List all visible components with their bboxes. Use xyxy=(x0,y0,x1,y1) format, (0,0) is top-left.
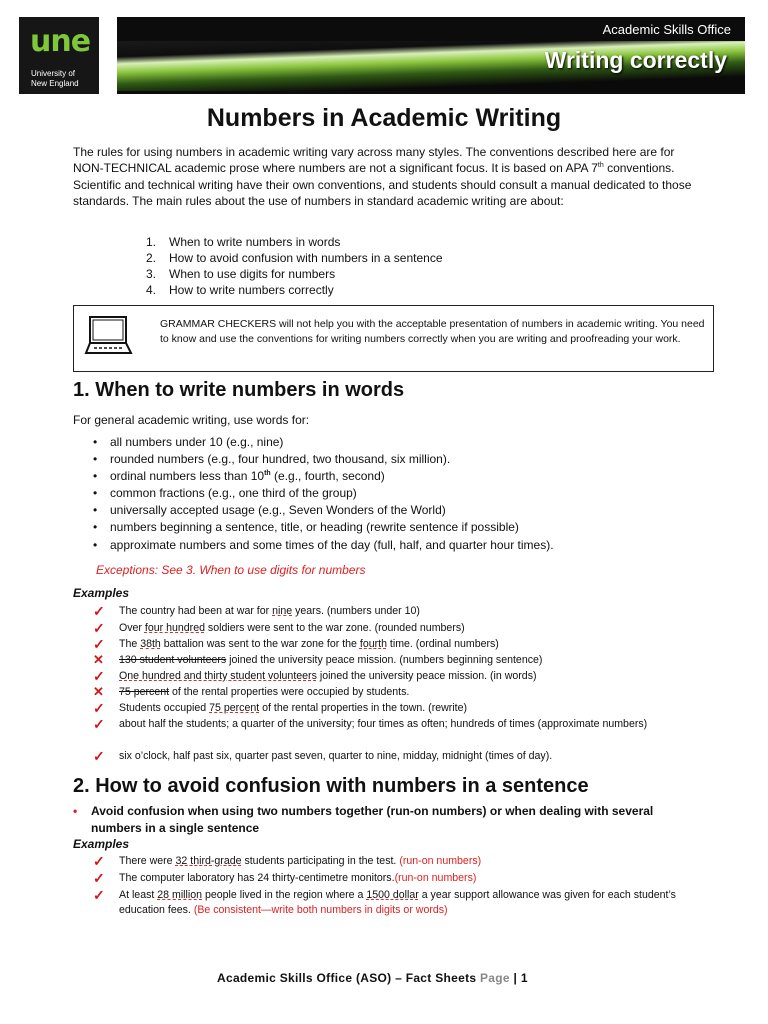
list-item: • universally accepted usage (e.g., Seven Wonders of the World) xyxy=(93,502,554,519)
logo-mark: une xyxy=(30,24,91,59)
list-item: • ordinal numbers less than 10th (e.g., fourth, second) xyxy=(93,468,554,485)
words-list xyxy=(93,434,554,554)
grammar-checker-note xyxy=(73,305,714,372)
bullet-icon: • xyxy=(93,435,98,449)
intro-paragraph xyxy=(73,144,703,209)
check-icon: ✓ xyxy=(93,636,105,652)
list-item: • rounded numbers (e.g., four hundred, two thousand, six million). xyxy=(93,451,554,468)
cross-icon: ✕ xyxy=(93,684,104,699)
bullet-icon: • xyxy=(73,804,78,818)
header-banner xyxy=(117,17,745,94)
section-1-heading: 1. When to write numbers in words xyxy=(73,379,405,401)
page-title: Numbers in Academic Writing xyxy=(206,104,562,132)
bullet-icon: • xyxy=(93,452,98,467)
bullet-icon: • xyxy=(93,486,98,501)
check-icon: ✓ xyxy=(93,700,105,716)
intro-sup: th xyxy=(597,162,604,170)
list-item: 3. When to use digits for numbers xyxy=(146,267,336,281)
list-item: • numbers beginning a sentence, title, or heading (rewrite sentence if possible) xyxy=(93,519,554,536)
list-item: • common fractions (e.g., one third of the group) xyxy=(93,485,554,502)
rules-list xyxy=(146,234,443,298)
check-icon: ✓ xyxy=(93,870,105,886)
note-text: GRAMMAR CHECKERS will not help you with the acceptable presentation of numbers in academic writing. You need to know and use the conventions for writing numbers correctly when you are writing and proofreading your work. xyxy=(160,318,705,345)
logo-line-2: New England xyxy=(31,79,79,88)
list-item: 4. How to write numbers correctly xyxy=(146,283,334,297)
check-icon: ✓ xyxy=(93,887,105,903)
laptop-icon xyxy=(84,315,134,359)
exceptions-note: Exceptions: See 3. When to use digits for numbers xyxy=(96,563,366,577)
logo-line-1: University of xyxy=(31,69,76,78)
cross-icon: ✕ xyxy=(93,652,104,667)
check-icon: ✓ xyxy=(93,668,105,684)
banner-office: Academic Skills Office xyxy=(602,22,731,37)
intro-text-b: conventions. Scientific and technical writing have their own conventions, and students should consult a manual dedicated to those standards. The main rules about the use of numbers in standard academic writing are about: xyxy=(73,161,692,208)
check-icon: ✓ xyxy=(93,603,105,619)
section-1-lead: For general academic writing, use words for: xyxy=(73,413,310,427)
page-footer: Academic Skills Office (ASO) – Fact Sheets Page | 1 xyxy=(217,971,528,985)
list-item: 2. How to avoid confusion with numbers in a sentence xyxy=(146,251,443,265)
bullet-icon: • xyxy=(93,469,98,484)
list-item: 1. When to write numbers in words xyxy=(146,235,341,249)
bullet-icon: • xyxy=(93,503,98,518)
section-2-heading: 2. How to avoid confusion with numbers in a sentence xyxy=(73,775,589,797)
check-icon: ✓ xyxy=(93,853,105,869)
examples-label-2: Examples xyxy=(73,837,130,851)
bullet-icon: • xyxy=(93,520,98,535)
bullet-icon: • xyxy=(93,537,98,552)
une-logo xyxy=(19,17,99,94)
banner-title: Writing correctly xyxy=(544,47,727,73)
check-icon: ✓ xyxy=(93,716,105,732)
check-icon: ✓ xyxy=(93,748,105,764)
examples-label: Examples xyxy=(73,586,130,600)
intro-text-a: The rules for using numbers in academic writing vary across many styles. The conventions described here are for NON-TECHNICAL academic prose where numbers are not a significant focus. It is based on APA 7 xyxy=(73,145,675,176)
list-item: • all numbers under 10 (e.g., nine) xyxy=(93,434,554,451)
check-icon: ✓ xyxy=(93,620,105,636)
list-item: • approximate numbers and some times of the day (full, half, and quarter hour times). xyxy=(93,537,554,554)
